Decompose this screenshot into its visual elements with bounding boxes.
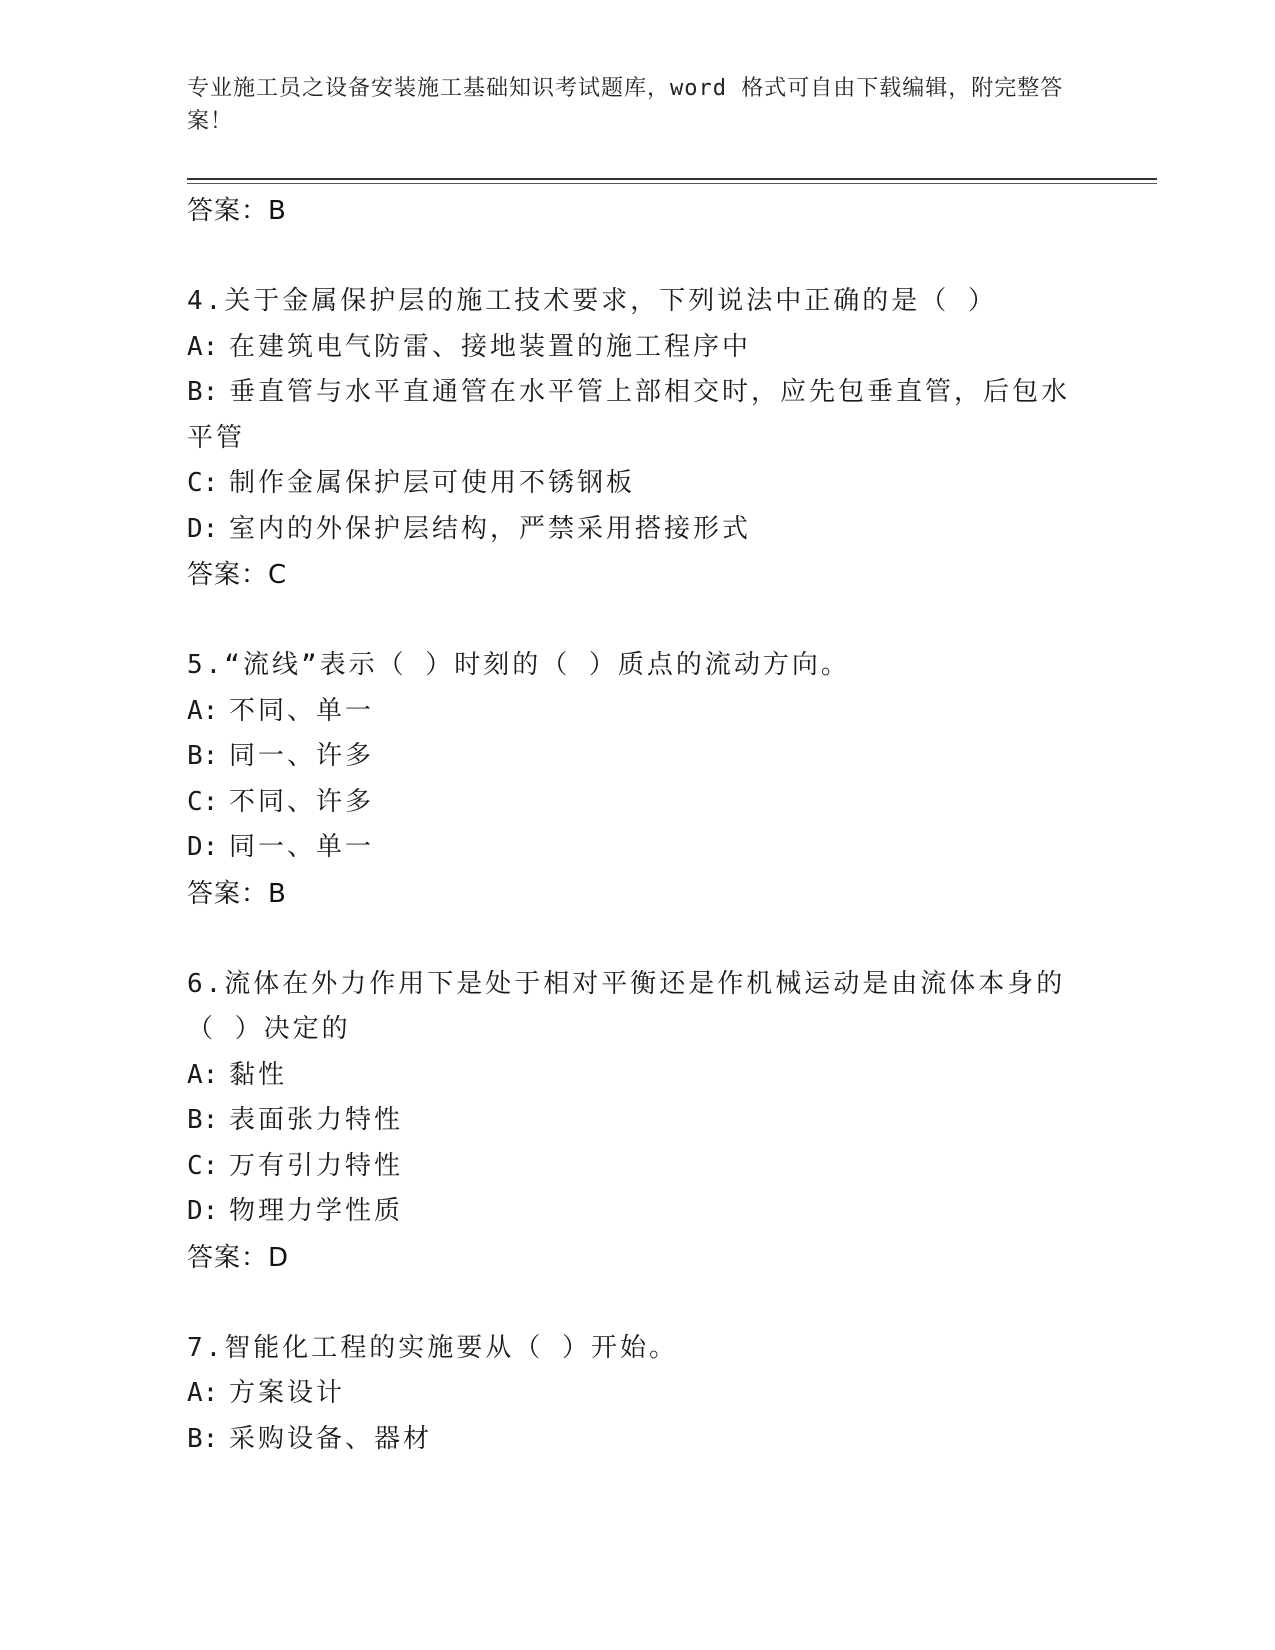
option-d bbox=[187, 507, 1087, 553]
option-letter: C: bbox=[187, 468, 219, 498]
question-stem: 4.关于金属保护层的施工技术要求，下列说法中正确的是（ ） bbox=[187, 286, 997, 316]
option-text: 同一、单一 bbox=[229, 832, 375, 862]
question-block bbox=[187, 279, 1087, 598]
question-block bbox=[187, 962, 1087, 1281]
option-d bbox=[187, 1189, 1087, 1235]
header-rule-thin bbox=[187, 183, 1157, 184]
option-letter: D: bbox=[187, 1196, 219, 1226]
option-letter: D: bbox=[187, 832, 219, 862]
question-block bbox=[187, 643, 1087, 917]
option-text: 同一、许多 bbox=[229, 741, 375, 771]
option-c bbox=[187, 1144, 1087, 1190]
option-letter: C: bbox=[187, 1150, 219, 1181]
option-letter: D: bbox=[187, 513, 219, 544]
answer-line: 答案：B bbox=[187, 878, 287, 909]
option-text: 室内的外保护层结构，严禁采用搭接形式 bbox=[229, 513, 752, 544]
option-b bbox=[187, 734, 1087, 780]
option-letter: B: bbox=[187, 1423, 219, 1454]
question-stem: 5.“流线”表示（ ）时刻的（ ）质点的流动方向。 bbox=[187, 650, 850, 680]
option-b bbox=[187, 370, 1087, 461]
option-text: 垂直管与水平直通管在水平管上部相交时，应先包垂直管，后包水平管 bbox=[187, 377, 1071, 453]
question-stem: 7.智能化工程的实施要从（ ）开始。 bbox=[187, 1332, 678, 1363]
answer-line: 答案：B bbox=[187, 196, 287, 226]
option-letter: A: bbox=[187, 331, 219, 362]
header-rule-thick bbox=[187, 178, 1157, 180]
document-header: 专业施工员之设备安装施工基础知识考试题库，word 格式可自由下载编辑，附完整答案！ bbox=[187, 76, 1064, 134]
option-letter: A: bbox=[187, 1378, 219, 1408]
option-a bbox=[187, 325, 1087, 371]
option-text: 不同、单一 bbox=[229, 695, 375, 726]
option-letter: B: bbox=[187, 741, 219, 771]
option-text: 表面张力特性 bbox=[229, 1105, 404, 1135]
option-text: 制作金属保护层可使用不锈钢板 bbox=[229, 468, 636, 498]
option-text: 采购设备、器材 bbox=[229, 1423, 433, 1454]
question-stem: 6.流体在外力作用下是处于相对平衡还是作机械运动是由流体本身的（ ）决定的 bbox=[187, 968, 1066, 1044]
option-a bbox=[187, 1371, 1087, 1417]
question-block bbox=[187, 1326, 1087, 1463]
answer-line: 答案：D bbox=[187, 1242, 290, 1273]
option-text: 黏性 bbox=[229, 1059, 288, 1090]
option-text: 方案设计 bbox=[229, 1378, 346, 1408]
option-b bbox=[187, 1417, 1087, 1463]
option-a bbox=[187, 689, 1087, 735]
option-c bbox=[187, 780, 1087, 826]
option-letter: B: bbox=[187, 1105, 219, 1135]
option-text: 万有引力特性 bbox=[229, 1150, 404, 1181]
question-list bbox=[187, 188, 1087, 1462]
option-d bbox=[187, 825, 1087, 871]
option-text: 不同、许多 bbox=[229, 786, 375, 817]
option-letter: B: bbox=[187, 377, 219, 407]
option-text: 物理力学性质 bbox=[229, 1196, 404, 1226]
option-b bbox=[187, 1098, 1087, 1144]
option-text: 在建筑电气防雷、接地装置的施工程序中 bbox=[229, 331, 752, 362]
answer-line: 答案：C bbox=[187, 560, 288, 590]
option-a bbox=[187, 1053, 1087, 1099]
option-letter: C: bbox=[187, 786, 219, 817]
option-c bbox=[187, 461, 1087, 507]
option-letter: A: bbox=[187, 695, 219, 726]
option-letter: A: bbox=[187, 1059, 219, 1090]
